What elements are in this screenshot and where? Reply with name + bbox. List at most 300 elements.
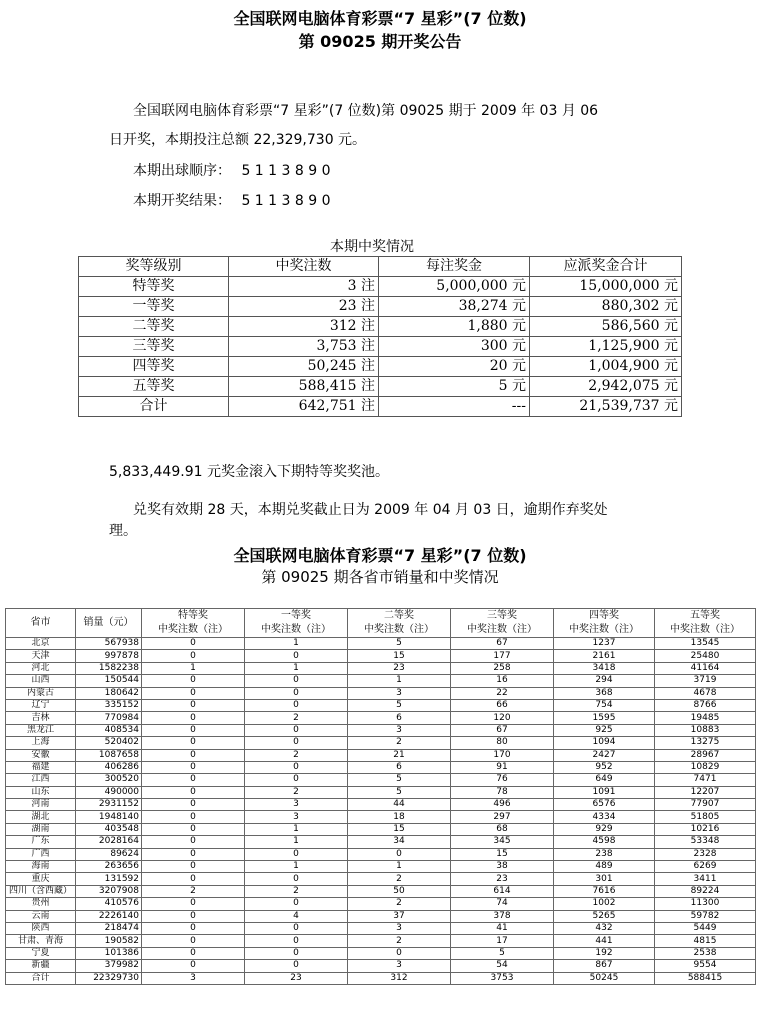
province-header-line: 中奖注数（注） xyxy=(364,624,434,635)
rollover-note: 5,833,449.91 元奖金滚入下期特等奖奖池。 xyxy=(109,464,389,480)
province-row xyxy=(6,724,756,736)
province-count-cell: 2538 xyxy=(655,947,756,959)
province-count-cell: 192 xyxy=(554,947,655,959)
province-count-cell: 15 xyxy=(451,848,554,860)
province-count-cell: 496 xyxy=(451,799,554,811)
province-sales-cell: 1948140 xyxy=(76,811,142,823)
province-row xyxy=(6,699,756,711)
province-count-cell: 3 xyxy=(245,811,348,823)
prize-header-cell: 应派奖金合计 xyxy=(530,257,682,277)
prize-value-cell: --- xyxy=(379,397,530,417)
province-row xyxy=(6,898,756,910)
prize-value-cell: 38,274 元 xyxy=(379,297,530,317)
province-header-cell xyxy=(245,609,348,638)
province-count-cell: 345 xyxy=(451,836,554,848)
province-count-cell: 1 xyxy=(245,638,348,650)
province-row xyxy=(6,786,756,798)
province-count-cell: 0 xyxy=(142,873,245,885)
province-row xyxy=(6,675,756,687)
province-sales-cell: 2028164 xyxy=(76,836,142,848)
province-count-cell: 38 xyxy=(451,861,554,873)
province-count-cell: 76 xyxy=(451,774,554,786)
province-table-header xyxy=(6,609,756,638)
province-count-cell: 1 xyxy=(348,675,451,687)
province-count-cell: 3411 xyxy=(655,873,756,885)
province-count-cell: 0 xyxy=(348,947,451,959)
province-count-cell: 2 xyxy=(245,749,348,761)
province-name-cell: 福建 xyxy=(6,761,76,773)
province-count-cell: 754 xyxy=(554,699,655,711)
province-count-cell: 0 xyxy=(245,935,348,947)
province-count-cell: 649 xyxy=(554,774,655,786)
province-count-cell: 2 xyxy=(245,885,348,897)
province-name-cell: 吉林 xyxy=(6,712,76,724)
province-count-cell: 44 xyxy=(348,799,451,811)
province-sales-cell: 410576 xyxy=(76,898,142,910)
province-count-cell: 1094 xyxy=(554,737,655,749)
prize-row xyxy=(79,277,682,297)
province-count-cell: 16 xyxy=(451,675,554,687)
province-name-cell: 新疆 xyxy=(6,960,76,972)
province-count-cell: 23 xyxy=(451,873,554,885)
province-header-line: 中奖注数（注） xyxy=(467,624,537,635)
province-count-cell: 2 xyxy=(245,786,348,798)
province-count-cell: 50 xyxy=(348,885,451,897)
province-header-line: 五等奖 xyxy=(690,610,720,621)
province-count-cell: 0 xyxy=(142,724,245,736)
draw-order-label: 本期出球顺序： xyxy=(133,163,231,179)
prize-value-cell: 588,415 注 xyxy=(229,377,379,397)
province-count-cell: 50245 xyxy=(554,972,655,984)
prize-value-cell: 50,245 注 xyxy=(229,357,379,377)
province-header-line: 中奖注数（注） xyxy=(261,624,331,635)
province-sales-cell: 190582 xyxy=(76,935,142,947)
province-count-cell: 925 xyxy=(554,724,655,736)
province-count-cell: 441 xyxy=(554,935,655,947)
province-count-cell: 5 xyxy=(348,774,451,786)
province-row xyxy=(6,861,756,873)
prize-value-cell: 15,000,000 元 xyxy=(530,277,682,297)
province-count-cell: 0 xyxy=(142,848,245,860)
province-sales-cell: 335152 xyxy=(76,699,142,711)
province-count-cell: 4598 xyxy=(554,836,655,848)
province-count-cell: 4678 xyxy=(655,687,756,699)
province-count-cell: 1002 xyxy=(554,898,655,910)
announcement-title: 全国联网电脑体育彩票“7 星彩”(7 位数) xyxy=(233,9,527,28)
province-count-cell: 74 xyxy=(451,898,554,910)
province-count-cell: 17 xyxy=(451,935,554,947)
prize-level-cell: 合计 xyxy=(79,397,229,417)
province-count-cell: 8766 xyxy=(655,699,756,711)
province-name-cell: 北京 xyxy=(6,638,76,650)
province-name-cell: 重庆 xyxy=(6,873,76,885)
province-count-cell: 15 xyxy=(348,823,451,835)
province-sales-cell: 770984 xyxy=(76,712,142,724)
province-row xyxy=(6,712,756,724)
province-count-cell: 0 xyxy=(348,848,451,860)
province-count-cell: 0 xyxy=(142,786,245,798)
province-sales-cell: 520402 xyxy=(76,737,142,749)
province-name-cell: 黑龙江 xyxy=(6,724,76,736)
province-sales-cell: 89624 xyxy=(76,848,142,860)
province-header-cell xyxy=(76,609,142,638)
prize-level-cell: 一等奖 xyxy=(79,297,229,317)
province-row xyxy=(6,910,756,922)
province-count-cell: 432 xyxy=(554,922,655,934)
result-row xyxy=(133,190,331,210)
province-row xyxy=(6,922,756,934)
province-sales-cell: 218474 xyxy=(76,922,142,934)
announcement-issue: 第 09025 期开奖公告 xyxy=(298,32,462,51)
province-count-cell: 0 xyxy=(142,712,245,724)
province-header-cell xyxy=(451,609,554,638)
province-name-cell: 天津 xyxy=(6,650,76,662)
prize-level-cell: 三等奖 xyxy=(79,337,229,357)
province-count-cell: 0 xyxy=(245,960,348,972)
province-name-cell: 贵州 xyxy=(6,898,76,910)
province-count-cell: 952 xyxy=(554,761,655,773)
province-count-cell: 0 xyxy=(245,737,348,749)
sales-subtitle: 第 09025 期各省市销量和中奖情况 xyxy=(261,568,499,586)
province-sales-cell: 379982 xyxy=(76,960,142,972)
province-count-cell: 0 xyxy=(142,699,245,711)
province-name-cell: 甘肃、青海 xyxy=(6,935,76,947)
province-count-cell: 294 xyxy=(554,675,655,687)
prize-table-header xyxy=(79,257,682,277)
province-header-line: 中奖注数（注） xyxy=(670,624,740,635)
province-name-cell: 广西 xyxy=(6,848,76,860)
province-name-cell: 陕西 xyxy=(6,922,76,934)
province-count-cell: 0 xyxy=(142,836,245,848)
province-count-cell: 2 xyxy=(348,737,451,749)
province-row xyxy=(6,737,756,749)
prize-level-cell: 特等奖 xyxy=(79,277,229,297)
province-header-cell xyxy=(554,609,655,638)
province-count-cell: 301 xyxy=(554,873,655,885)
province-count-cell: 3 xyxy=(348,687,451,699)
province-name-cell: 辽宁 xyxy=(6,699,76,711)
prize-header-cell: 中奖注数 xyxy=(229,257,379,277)
province-sales-cell: 263656 xyxy=(76,861,142,873)
prize-row xyxy=(79,317,682,337)
province-count-cell: 0 xyxy=(142,960,245,972)
province-header-cell xyxy=(348,609,451,638)
province-count-cell: 5265 xyxy=(554,910,655,922)
province-count-cell: 66 xyxy=(451,699,554,711)
province-count-cell: 41164 xyxy=(655,662,756,674)
province-row xyxy=(6,885,756,897)
province-sales-cell: 997878 xyxy=(76,650,142,662)
province-sales-cell: 22329730 xyxy=(76,972,142,984)
draw-order-row xyxy=(133,160,331,180)
province-header-line: 四等奖 xyxy=(589,610,619,621)
province-row xyxy=(6,799,756,811)
province-count-cell: 170 xyxy=(451,749,554,761)
province-count-cell: 6 xyxy=(348,761,451,773)
province-name-cell: 湖北 xyxy=(6,811,76,823)
redeem-line-1: 兑奖有效期 28 天，本期兑奖截止日为 2009 年 04 月 03 日，逾期作弃奖处 xyxy=(133,502,608,518)
province-name-cell: 河南 xyxy=(6,799,76,811)
province-count-cell: 312 xyxy=(348,972,451,984)
province-row xyxy=(6,638,756,650)
province-count-cell: 3719 xyxy=(655,675,756,687)
result-label: 本期开奖结果： xyxy=(133,193,231,209)
province-count-cell: 297 xyxy=(451,811,554,823)
prize-value-cell: 3 注 xyxy=(229,277,379,297)
prize-row xyxy=(79,397,682,417)
province-count-cell: 614 xyxy=(451,885,554,897)
province-sales-cell: 408534 xyxy=(76,724,142,736)
province-count-cell: 67 xyxy=(451,724,554,736)
province-count-cell: 2 xyxy=(142,885,245,897)
province-header-cell xyxy=(6,609,76,638)
province-count-cell: 3 xyxy=(245,799,348,811)
province-count-cell: 6269 xyxy=(655,861,756,873)
province-count-cell: 2328 xyxy=(655,848,756,860)
province-count-cell: 3753 xyxy=(451,972,554,984)
province-sales-cell: 131592 xyxy=(76,873,142,885)
province-count-cell: 0 xyxy=(245,724,348,736)
province-count-cell: 0 xyxy=(245,687,348,699)
province-count-cell: 0 xyxy=(245,774,348,786)
province-count-cell: 0 xyxy=(245,675,348,687)
province-sales-cell: 490000 xyxy=(76,786,142,798)
province-count-cell: 6 xyxy=(348,712,451,724)
province-sales-cell: 1087658 xyxy=(76,749,142,761)
province-count-cell: 1 xyxy=(245,861,348,873)
province-row xyxy=(6,749,756,761)
province-name-cell: 山东 xyxy=(6,786,76,798)
province-count-cell: 13275 xyxy=(655,737,756,749)
province-count-cell: 5 xyxy=(451,947,554,959)
province-count-cell: 0 xyxy=(245,761,348,773)
prize-value-cell: 23 注 xyxy=(229,297,379,317)
province-count-cell: 1 xyxy=(245,823,348,835)
province-count-cell: 0 xyxy=(142,799,245,811)
province-count-cell: 1595 xyxy=(554,712,655,724)
province-count-cell: 13545 xyxy=(655,638,756,650)
province-count-cell: 1 xyxy=(142,662,245,674)
province-count-cell: 0 xyxy=(245,922,348,934)
province-count-cell: 5 xyxy=(348,699,451,711)
province-name-cell: 合计 xyxy=(6,972,76,984)
province-count-cell: 368 xyxy=(554,687,655,699)
province-count-cell: 12207 xyxy=(655,786,756,798)
province-name-cell: 四川（含西藏） xyxy=(6,885,76,897)
province-name-cell: 江西 xyxy=(6,774,76,786)
province-table xyxy=(5,608,756,985)
prize-row xyxy=(79,357,682,377)
province-count-cell: 10883 xyxy=(655,724,756,736)
province-count-cell: 0 xyxy=(142,675,245,687)
province-row xyxy=(6,823,756,835)
prize-row xyxy=(79,337,682,357)
prize-value-cell: 21,539,737 元 xyxy=(530,397,682,417)
province-name-cell: 上海 xyxy=(6,737,76,749)
province-count-cell: 37 xyxy=(348,910,451,922)
prize-row xyxy=(79,377,682,397)
province-count-cell: 18 xyxy=(348,811,451,823)
province-count-cell: 28967 xyxy=(655,749,756,761)
province-sales-cell: 567938 xyxy=(76,638,142,650)
province-count-cell: 11300 xyxy=(655,898,756,910)
prize-value-cell: 5 元 xyxy=(379,377,530,397)
province-count-cell: 68 xyxy=(451,823,554,835)
prize-value-cell: 3,753 注 xyxy=(229,337,379,357)
province-row xyxy=(6,873,756,885)
province-count-cell: 0 xyxy=(245,699,348,711)
province-count-cell: 10829 xyxy=(655,761,756,773)
province-count-cell: 7471 xyxy=(655,774,756,786)
intro-line-1: 全国联网电脑体育彩票“7 星彩”(7 位数)第 09025 期于 2009 年 03 月 06 xyxy=(133,103,599,119)
province-count-cell: 238 xyxy=(554,848,655,860)
province-count-cell: 1 xyxy=(245,662,348,674)
province-row xyxy=(6,761,756,773)
province-sales-cell: 150544 xyxy=(76,675,142,687)
sales-title: 全国联网电脑体育彩票“7 星彩”(7 位数) xyxy=(233,546,527,565)
prize-table-title: 本期中奖情况 xyxy=(330,239,414,255)
prize-value-cell: 642,751 注 xyxy=(229,397,379,417)
prize-level-cell: 四等奖 xyxy=(79,357,229,377)
province-name-cell: 云南 xyxy=(6,910,76,922)
province-count-cell: 0 xyxy=(142,761,245,773)
province-count-cell: 0 xyxy=(142,823,245,835)
province-count-cell: 67 xyxy=(451,638,554,650)
province-count-cell: 77907 xyxy=(655,799,756,811)
province-count-cell: 120 xyxy=(451,712,554,724)
draw-order-numbers: 5 1 1 3 8 9 0 xyxy=(241,163,331,179)
province-count-cell: 10216 xyxy=(655,823,756,835)
province-name-cell: 湖南 xyxy=(6,823,76,835)
province-count-cell: 54 xyxy=(451,960,554,972)
province-row xyxy=(6,836,756,848)
province-count-cell: 4815 xyxy=(655,935,756,947)
prize-value-cell: 880,302 元 xyxy=(530,297,682,317)
province-row xyxy=(6,947,756,959)
prize-value-cell: 2,942,075 元 xyxy=(530,377,682,397)
province-count-cell: 23 xyxy=(348,662,451,674)
province-name-cell: 内蒙古 xyxy=(6,687,76,699)
province-header-line: 二等奖 xyxy=(384,610,414,621)
result-numbers: 5 1 1 3 8 9 0 xyxy=(241,193,331,209)
province-header-line: 三等奖 xyxy=(487,610,517,621)
province-count-cell: 2 xyxy=(348,873,451,885)
province-count-cell: 0 xyxy=(142,898,245,910)
province-count-cell: 0 xyxy=(245,947,348,959)
prize-value-cell: 1,004,900 元 xyxy=(530,357,682,377)
province-count-cell: 0 xyxy=(245,848,348,860)
province-count-cell: 9554 xyxy=(655,960,756,972)
province-header-line: 一等奖 xyxy=(281,610,311,621)
province-sales-cell: 300520 xyxy=(76,774,142,786)
prize-row xyxy=(79,297,682,317)
province-name-cell: 河北 xyxy=(6,662,76,674)
province-count-cell: 177 xyxy=(451,650,554,662)
prize-value-cell: 5,000,000 元 xyxy=(379,277,530,297)
province-name-cell: 海南 xyxy=(6,861,76,873)
province-count-cell: 3418 xyxy=(554,662,655,674)
province-header-line: 销量（元） xyxy=(83,617,134,628)
prize-value-cell: 312 注 xyxy=(229,317,379,337)
prize-value-cell: 586,560 元 xyxy=(530,317,682,337)
province-row xyxy=(6,935,756,947)
province-count-cell: 0 xyxy=(142,861,245,873)
province-name-cell: 广东 xyxy=(6,836,76,848)
province-count-cell: 34 xyxy=(348,836,451,848)
prize-value-cell: 20 元 xyxy=(379,357,530,377)
province-count-cell: 5 xyxy=(348,786,451,798)
intro-line-2: 日开奖，本期投注总额 22,329,730 元。 xyxy=(109,132,367,148)
province-header-line: 特等奖 xyxy=(178,610,208,621)
province-count-cell: 3 xyxy=(142,972,245,984)
province-count-cell: 25480 xyxy=(655,650,756,662)
province-row xyxy=(6,650,756,662)
province-count-cell: 0 xyxy=(142,811,245,823)
province-count-cell: 51805 xyxy=(655,811,756,823)
province-sales-cell: 2931152 xyxy=(76,799,142,811)
province-count-cell: 22 xyxy=(451,687,554,699)
province-count-cell: 2 xyxy=(245,712,348,724)
province-count-cell: 0 xyxy=(245,873,348,885)
province-name-cell: 安徽 xyxy=(6,749,76,761)
province-count-cell: 0 xyxy=(142,687,245,699)
province-header-cell xyxy=(655,609,756,638)
prize-header-cell: 每注奖金 xyxy=(379,257,530,277)
province-count-cell: 1091 xyxy=(554,786,655,798)
province-count-cell: 2427 xyxy=(554,749,655,761)
province-count-cell: 41 xyxy=(451,922,554,934)
province-row xyxy=(6,662,756,674)
province-count-cell: 89224 xyxy=(655,885,756,897)
province-count-cell: 6576 xyxy=(554,799,655,811)
province-sales-cell: 406286 xyxy=(76,761,142,773)
province-name-cell: 山西 xyxy=(6,675,76,687)
province-count-cell: 0 xyxy=(142,650,245,662)
province-count-cell: 3 xyxy=(348,922,451,934)
province-count-cell: 0 xyxy=(245,650,348,662)
province-header-cell xyxy=(142,609,245,638)
province-count-cell: 2 xyxy=(348,898,451,910)
province-row xyxy=(6,972,756,984)
province-count-cell: 53348 xyxy=(655,836,756,848)
province-sales-cell: 1582238 xyxy=(76,662,142,674)
province-count-cell: 867 xyxy=(554,960,655,972)
province-row xyxy=(6,687,756,699)
prize-table xyxy=(78,256,682,417)
province-count-cell: 2161 xyxy=(554,650,655,662)
province-count-cell: 929 xyxy=(554,823,655,835)
province-count-cell: 5 xyxy=(348,638,451,650)
prize-value-cell: 1,880 元 xyxy=(379,317,530,337)
province-count-cell: 0 xyxy=(142,922,245,934)
province-count-cell: 5449 xyxy=(655,922,756,934)
province-count-cell: 0 xyxy=(142,947,245,959)
province-row xyxy=(6,774,756,786)
redeem-line-2: 理。 xyxy=(109,523,137,539)
province-count-cell: 23 xyxy=(245,972,348,984)
province-row xyxy=(6,811,756,823)
province-name-cell: 宁夏 xyxy=(6,947,76,959)
province-count-cell: 2 xyxy=(348,935,451,947)
province-count-cell: 7616 xyxy=(554,885,655,897)
prize-level-cell: 五等奖 xyxy=(79,377,229,397)
province-count-cell: 0 xyxy=(142,935,245,947)
province-count-cell: 0 xyxy=(142,910,245,922)
province-count-cell: 4 xyxy=(245,910,348,922)
province-count-cell: 258 xyxy=(451,662,554,674)
province-count-cell: 0 xyxy=(142,737,245,749)
province-sales-cell: 101386 xyxy=(76,947,142,959)
